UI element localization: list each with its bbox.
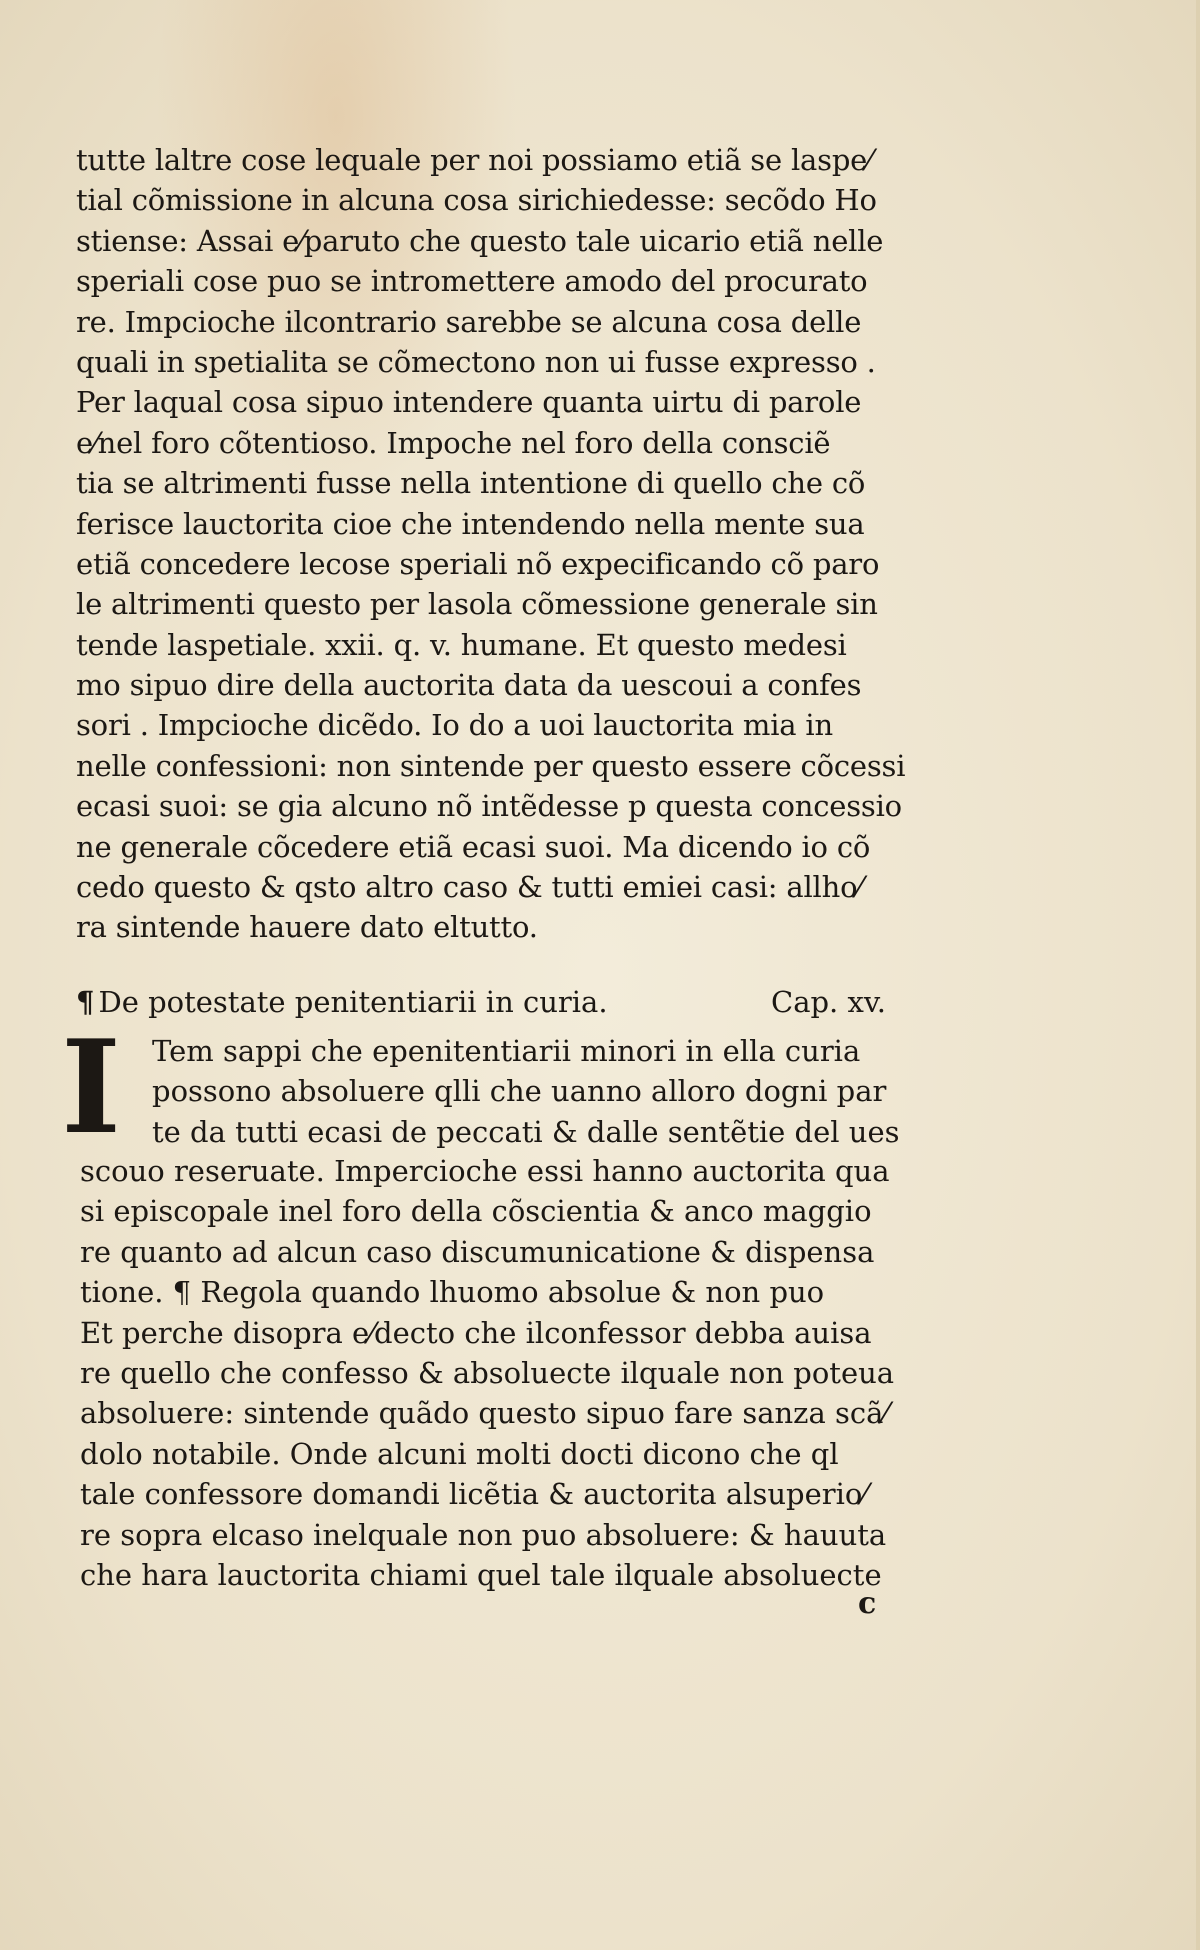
text-line: ne generale cõcedere etiã ecasi suoi. Ma dicendo io cõ: [76, 829, 871, 864]
text-line: etiã concedere lecose speriali nõ expecificando cõ paro: [76, 546, 880, 581]
text-line: tione. ¶ Regola quando lhuomo absolue & non puo: [80, 1275, 825, 1310]
text-line: scouo reseruate. Impercioche essi hanno auctorita qua: [80, 1154, 890, 1188]
drop-cap: I: [61, 1013, 121, 1163]
text-line: si episcopale inel foro della cõscientia & anco maggio: [80, 1194, 872, 1229]
pilcrow-mark: ¶: [76, 985, 95, 1019]
text-line: absoluere: sintende quãdo questo sipuo fare sanza scã⁄: [80, 1396, 889, 1431]
text-line: possono absoluere qlli che uanno alloro dogni par: [152, 1074, 887, 1109]
text-line: re quello che confesso & absoluecte ilquale non poteua: [80, 1355, 895, 1390]
text-line: dolo notabile. Onde alcuni molti docti dicono che ql: [80, 1436, 839, 1471]
text-line: tia se altrimenti fusse nella intentione di quello che cõ: [76, 466, 866, 501]
text-line: stiense: Assai e⁄paruto che questo tale uicario etiã nelle: [76, 223, 884, 258]
text-line: Tem sappi che epenitentiarii minori in ella curia: [152, 1034, 861, 1068]
paragraph-1: [76, 140, 926, 948]
text-line: re quanto ad alcun caso discumunicatione & dispensa: [80, 1234, 875, 1269]
text-line: te da tutti ecasi de peccati & dalle sentẽtie del ues: [152, 1114, 900, 1149]
paragraph-2: [80, 1151, 930, 1595]
text-line: tende laspetiale. xxii. q. v. humane. Et questo medesi: [76, 627, 847, 662]
chapter-heading: [76, 985, 926, 1027]
text-line: sori . Impcioche dicẽdo. Io do a uoi lauctorita mia in: [76, 708, 833, 743]
text-line: Et perche disopra e⁄decto che ilconfessor debba auisa: [80, 1315, 872, 1350]
text-line: re. Impcioche ilcontrario sarebbe se alcuna cosa delle: [76, 304, 862, 339]
text-line: che hara lauctorita chiami quel tale ilquale absoluecte: [80, 1557, 882, 1592]
text-line: tial cõmissione in alcuna cosa sirichiedesse: secõdo Ho: [76, 183, 877, 218]
text-line: re sopra elcaso inelquale non puo absoluere: & hauuta: [80, 1517, 887, 1552]
text-line: tale confessore domandi licẽtia & auctorita alsuperio⁄: [80, 1477, 868, 1512]
text-line: ra sintende hauere dato eltutto.: [76, 910, 538, 945]
text-line: speriali cose puo se intromettere amodo del procurato: [76, 264, 868, 299]
chapter-title: De potestate penitentiarii in curia.: [98, 985, 608, 1019]
chapter-number: Cap. xv.: [771, 985, 886, 1019]
text-line: nelle confessioni: non sintende per questo essere cõcessi: [76, 748, 906, 783]
text-line: cedo questo & qsto altro caso & tutti emiei casi: allho⁄: [76, 870, 862, 905]
signature-mark: c: [858, 1586, 877, 1621]
drop-cap-lines: [152, 1032, 932, 1153]
text-line: ecasi suoi: se gia alcuno nõ intẽdesse p questa concessio: [76, 789, 902, 824]
text-line: Per laqual cosa sipuo intendere quanta uirtu di parole: [76, 385, 862, 420]
text-line: e⁄nel foro cõtentioso. Impoche nel foro della consciẽ: [76, 425, 831, 460]
text-line: le altrimenti questo per lasola cõmessione generale sin: [76, 587, 878, 622]
text-line: quali in spetialita se cõmectono non ui fusse expresso .: [76, 344, 876, 379]
text-line: mo sipuo dire della auctorita data da uescoui a confes: [76, 668, 862, 703]
text-line: tutte laltre cose lequale per noi possiamo etiã se laspe⁄: [76, 143, 872, 177]
text-line: ferisce lauctorita cioe che intendendo nella mente sua: [76, 506, 865, 541]
